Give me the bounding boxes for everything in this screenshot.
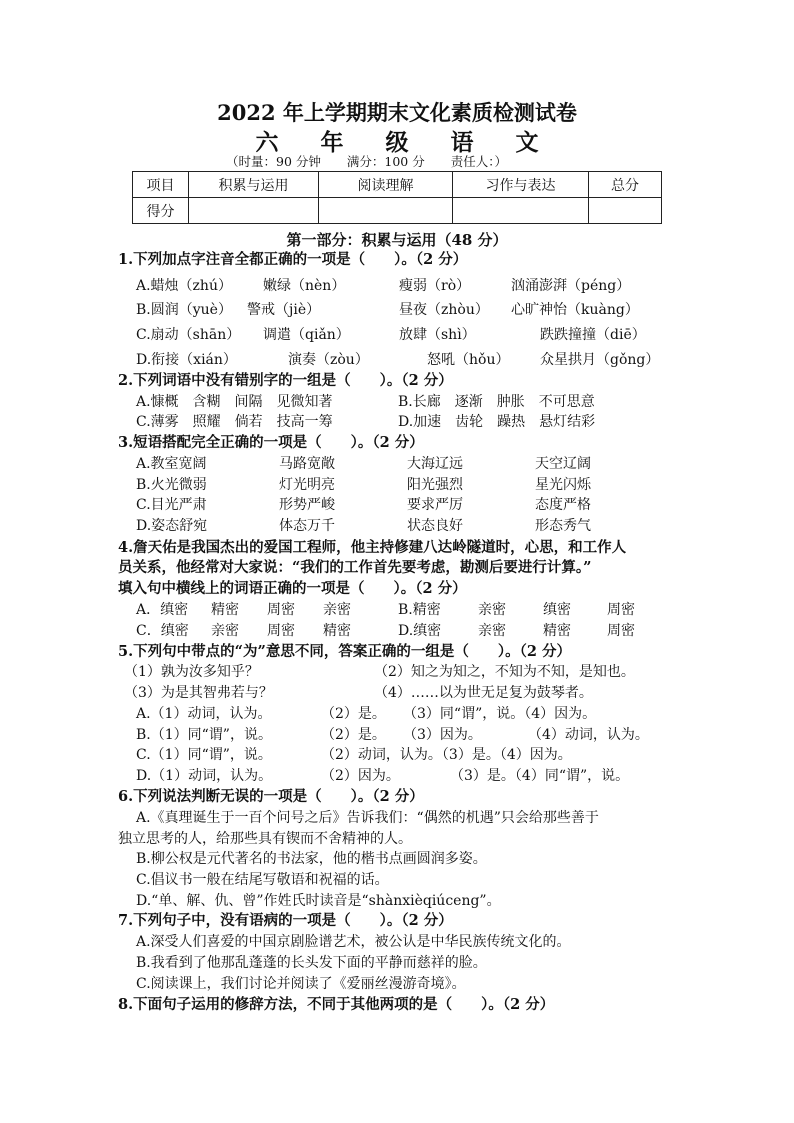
option-cell: B.火光微弱: [136, 477, 207, 493]
option-cell: 演奏（zòu）: [288, 352, 369, 368]
option-cell: （2）是。: [321, 727, 386, 743]
option-c: C.倡议书一般在结尾写敬语和祝福的话。: [136, 872, 389, 888]
option-cell: （3）因为。: [403, 727, 482, 743]
sentence-3: （3）为是其智弗若与？: [124, 685, 273, 701]
option-cell: D.（1）动词，认为。: [136, 768, 273, 784]
option-cell: 阳光强烈: [407, 477, 463, 493]
option-cell: B.长廊 逐渐 肿胀 不可思意: [398, 394, 595, 410]
subtitle-char: 级: [385, 129, 409, 156]
option-cell: C.目光严肃: [136, 497, 207, 513]
option-cell: （4）动词，认为。: [528, 727, 649, 743]
option-cell: 怒吼（hǒu）: [427, 352, 510, 368]
option-cell: D.衔接（xián）: [136, 352, 237, 368]
option-cell: D.加速 齿轮 躁热 悬灯结彩: [398, 414, 596, 430]
option-cell: 亲密: [323, 602, 351, 618]
question-2-stem: 2.下列词语中没有错别字的一组是（ ）。（2 分）: [118, 372, 453, 389]
score-header: 项目: [133, 172, 189, 198]
question-4-stem: 4.詹天佑是我国杰出的爱国工程师，他主持修建八达岭隧道时，心思，和工作人: [118, 539, 627, 556]
option-cell: 缜密: [543, 602, 571, 618]
option-cell: D.姿态舒宛: [136, 518, 208, 534]
subtitle-char: 语: [450, 129, 474, 156]
option-cell: 放肆（shì）: [399, 327, 476, 343]
option-a-continued: 独立思考的人，给那些具有锲而不舍精神的人。: [118, 831, 412, 847]
score-row-label: 得分: [133, 198, 189, 224]
option-cell: 众星拱月（gǒng）: [540, 352, 660, 368]
exam-full-score: 满分：100 分: [346, 154, 425, 169]
option-a: A.深受人们喜爱的中国京剧脸谱艺术，被公认是中华民族传统文化的。: [136, 934, 571, 950]
option-cell: A.教室宽阔: [136, 456, 207, 472]
option-cell: （3）同“谓”，说。（4）因为。: [403, 706, 597, 722]
option-cell: C.薄雾 照耀 倘若 技高一筹: [136, 414, 333, 430]
option-b: B.柳公权是元代著名的书法家，他的楷书点画圆润多姿。: [136, 851, 487, 867]
option-cell: （2）是。: [321, 706, 386, 722]
option-cell: 心旷神怡（kuàng）: [511, 302, 639, 318]
option-d: D.“单、解、仇、曾”作姓氏时读音是“shànxièqiúceng”。: [136, 893, 501, 909]
option-a: A.《真理诞生于一百个问号之后》告诉我们：“偶然的机遇”只会给那些善于: [136, 810, 599, 826]
option-cell: 周密: [267, 602, 295, 618]
exam-responsible: 责任人：）: [450, 154, 507, 169]
option-cell: 周密: [607, 623, 635, 639]
option-cell: A.（1）动词，认为。: [136, 706, 272, 722]
option-cell: 灯光明亮: [279, 477, 335, 493]
option-cell: 天空辽阔: [535, 456, 591, 472]
option-cell: 周密: [267, 623, 295, 639]
option-cell: （2）动词，认为。（3）是。（4）因为。: [321, 747, 572, 763]
question-3-stem: 3.短语搭配完全正确的一项是（ ）。（2 分）: [118, 434, 424, 451]
score-cell[interactable]: [189, 198, 319, 224]
score-cell[interactable]: [453, 198, 589, 224]
score-header: 积累与运用: [189, 172, 319, 198]
option-cell: A．缜密: [136, 602, 189, 618]
option-cell: 警戒（jiè）: [247, 302, 321, 318]
option-cell: 态度严格: [535, 497, 591, 513]
question-4-stem: 填入句中横线上的词语正确的一项是（ ）。（2 分）: [118, 580, 467, 597]
exam-meta: [226, 152, 533, 170]
option-cell: 瘦弱（rò）: [399, 278, 471, 294]
option-cell: 亲密: [478, 623, 506, 639]
sentence-1: （1）孰为汝多知乎？: [124, 664, 259, 680]
option-cell: 昼夜（zhòu）: [399, 302, 489, 318]
option-cell: 大海辽远: [407, 456, 463, 472]
option-cell: 亲密: [211, 623, 239, 639]
option-cell: C．缜密: [136, 623, 189, 639]
option-cell: 精密: [323, 623, 351, 639]
sentence-4: （4）……以为世无足复为鼓琴者。: [374, 685, 593, 701]
option-cell: 周密: [607, 602, 635, 618]
score-table: [132, 171, 662, 224]
score-cell[interactable]: [589, 198, 662, 224]
option-cell: 要求严厉: [407, 497, 463, 513]
subtitle-char: 年: [320, 129, 344, 156]
exam-title: 2022 年上学期期末文化素质检测试卷: [217, 100, 577, 125]
subtitle-char: 文: [515, 129, 539, 156]
option-cell: 跌跌撞撞（diē）: [540, 327, 646, 343]
question-7-stem: 7.下列句子中，没有语病的一项是（ ）。（2 分）: [118, 912, 453, 929]
question-6-stem: 6.下列说法判断无误的一项是（ ）。（2 分）: [118, 788, 424, 805]
option-cell: 调遣（qiǎn）: [263, 327, 350, 343]
question-8-stem: 8.下面句子运用的修辞方法，不同于其他两项的是（ ）。（2 分）: [118, 996, 555, 1013]
option-cell: A.慷概 含糊 间隔 见微知著: [136, 394, 333, 410]
question-5-stem: 5.下列句中带点的“为”意思不同，答案正确的一组是（ ）。（2 分）: [118, 643, 571, 660]
option-cell: 形势严峻: [279, 497, 335, 513]
option-cell: 形态秀气: [535, 518, 591, 534]
option-cell: 精密: [211, 602, 239, 618]
exam-time: （时量：90 分钟: [226, 154, 321, 169]
score-header: 习作与表达: [453, 172, 589, 198]
option-cell: 状态良好: [407, 518, 463, 534]
sentence-2: （2）知之为知之，不知为不知，是知也。: [374, 664, 635, 680]
option-cell: 精密: [543, 623, 571, 639]
score-cell[interactable]: [319, 198, 453, 224]
score-header: 总分: [589, 172, 662, 198]
option-cell: 嫩绿（nèn）: [263, 278, 346, 294]
option-cell: （3）是。（4）同“谓”，说。: [450, 768, 630, 784]
option-cell: C.扇动（shān）: [136, 327, 241, 343]
option-cell: 亲密: [478, 602, 506, 618]
score-header: 阅读理解: [319, 172, 453, 198]
section-heading: 第一部分：积累与运用（48 分）: [286, 231, 508, 249]
option-cell: B.精密: [398, 602, 441, 618]
question-4-stem: 员关系，他经常对大家说：“我们的工作首先要考虑，勘测后要进行计算。”: [118, 559, 592, 576]
option-b: B.我看到了他那乱蓬蓬的长头发下面的平静而慈祥的脸。: [136, 955, 487, 971]
option-cell: C.（1）同“谓”，说。: [136, 747, 272, 763]
option-cell: D.缜密: [398, 623, 442, 639]
option-cell: （2）因为。: [321, 768, 400, 784]
option-cell: 星光闪烁: [535, 477, 591, 493]
option-cell: B.（1）同“谓”，说。: [136, 727, 272, 743]
option-cell: A.蜡烛（zhú）: [136, 278, 232, 294]
option-c: C.阅读课上，我们讨论并阅读了《爱丽丝漫游奇境》。: [136, 976, 466, 992]
subtitle-char: 六: [255, 129, 279, 156]
option-cell: 汹涌澎湃（péng）: [511, 278, 631, 294]
option-cell: B.圆润（yuè）: [136, 302, 232, 318]
option-cell: 马路宽敞: [279, 456, 335, 472]
question-1-stem: 1.下列加点字注音全都正确的一项是（ ）。（2 分）: [118, 251, 468, 268]
option-cell: 体态万千: [279, 518, 335, 534]
